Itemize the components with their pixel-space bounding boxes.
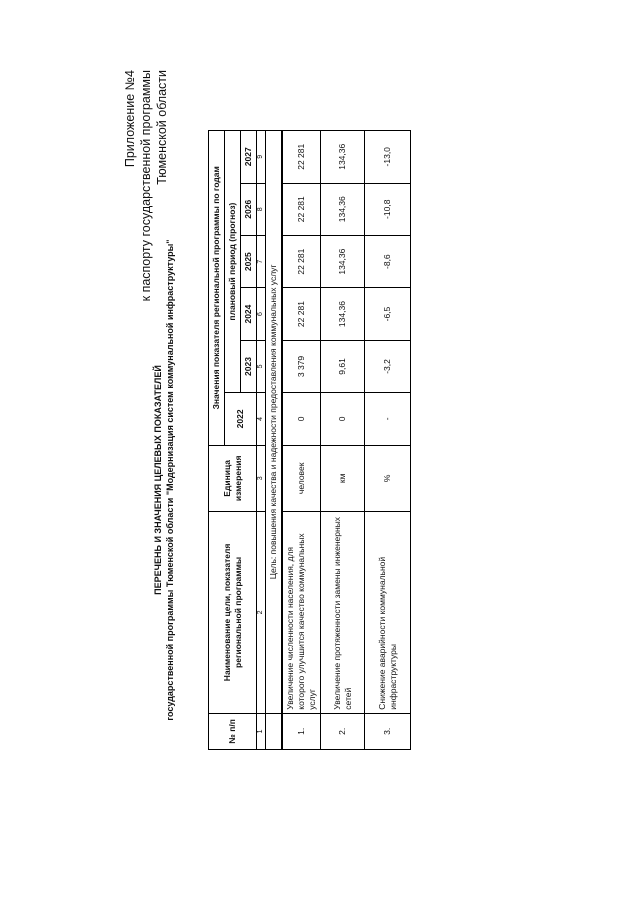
document-title — [152, 180, 176, 780]
row-value: -3,2 — [365, 340, 411, 392]
index-row — [257, 131, 266, 750]
index-cell: 8 — [257, 183, 266, 235]
header-name: Наименование цели, показателя региональной программы — [209, 512, 257, 714]
index-cell: 9 — [257, 131, 266, 184]
header-values: Значения показателя региональной программы по годам — [209, 131, 225, 446]
row-value: -10,8 — [365, 183, 411, 235]
goal-row — [266, 131, 283, 750]
appendix-line-1: Приложение №4 — [123, 70, 137, 168]
row-unit: человек — [282, 445, 321, 512]
index-cell: 1 — [257, 713, 266, 749]
row-value: 22 281 — [282, 183, 321, 235]
row-value: 3 379 — [282, 340, 321, 392]
row-value: 0 — [282, 393, 321, 445]
row-unit: км — [321, 445, 365, 512]
row-name: Увеличение численности населения, для которого улучшится качество коммунальных услуг — [282, 512, 321, 714]
index-cell: 3 — [257, 445, 266, 512]
row-value: 134,36 — [321, 131, 365, 184]
header-unit: Единица измерения — [209, 445, 257, 512]
header-num: № п/п — [209, 713, 257, 749]
header-year-2023: 2023 — [241, 340, 257, 392]
row-value: - — [365, 393, 411, 445]
row-value: -6,5 — [365, 288, 411, 340]
header-year-2022: 2022 — [225, 393, 257, 445]
row-value: 22 281 — [282, 131, 321, 184]
row-value: 134,36 — [321, 183, 365, 235]
table-row — [321, 131, 365, 750]
title-line-2: государственной программы Тюменской области "Модернизация систем коммунальной инфраструктуры" — [165, 239, 175, 721]
row-name: Увеличение протяженности замены инженерных сетей — [321, 512, 365, 714]
index-cell: 2 — [257, 512, 266, 714]
indicators-table — [208, 130, 411, 750]
header-year-2024: 2024 — [241, 288, 257, 340]
row-num: 3. — [365, 713, 411, 749]
table-row — [365, 131, 411, 750]
index-cell: 7 — [257, 235, 266, 287]
header-year-2025: 2025 — [241, 235, 257, 287]
row-value: 134,36 — [321, 235, 365, 287]
header-plan: плановый период (прогноз) — [225, 131, 241, 393]
row-unit: % — [365, 445, 411, 512]
row-value: 22 281 — [282, 288, 321, 340]
row-value: 0 — [321, 393, 365, 445]
row-value: 22 281 — [282, 235, 321, 287]
header-year-2027: 2027 — [241, 131, 257, 184]
goal-text: Цель: повышения качества и надежности предоставления коммунальных услуг — [266, 131, 283, 714]
title-line-1: ПЕРЕЧЕНЬ И ЗНАЧЕНИЯ ЦЕЛЕВЫХ ПОКАЗАТЕЛЕЙ — [153, 365, 163, 595]
index-cell: 5 — [257, 340, 266, 392]
row-value: 9,61 — [321, 340, 365, 392]
appendix-line-2: к паспорту государственной программы — [139, 70, 153, 302]
row-value: -13,0 — [365, 131, 411, 184]
index-cell: 4 — [257, 393, 266, 445]
index-cell: 6 — [257, 288, 266, 340]
row-name: Снижение аварийности коммунальной инфраструктуры — [365, 512, 411, 714]
row-value: 134,36 — [321, 288, 365, 340]
row-num: 1. — [282, 713, 321, 749]
header-year-2026: 2026 — [241, 183, 257, 235]
table-row — [282, 131, 321, 750]
row-value: -8,6 — [365, 235, 411, 287]
row-num: 2. — [321, 713, 365, 749]
appendix-line-3: Тюменской области — [155, 70, 169, 185]
